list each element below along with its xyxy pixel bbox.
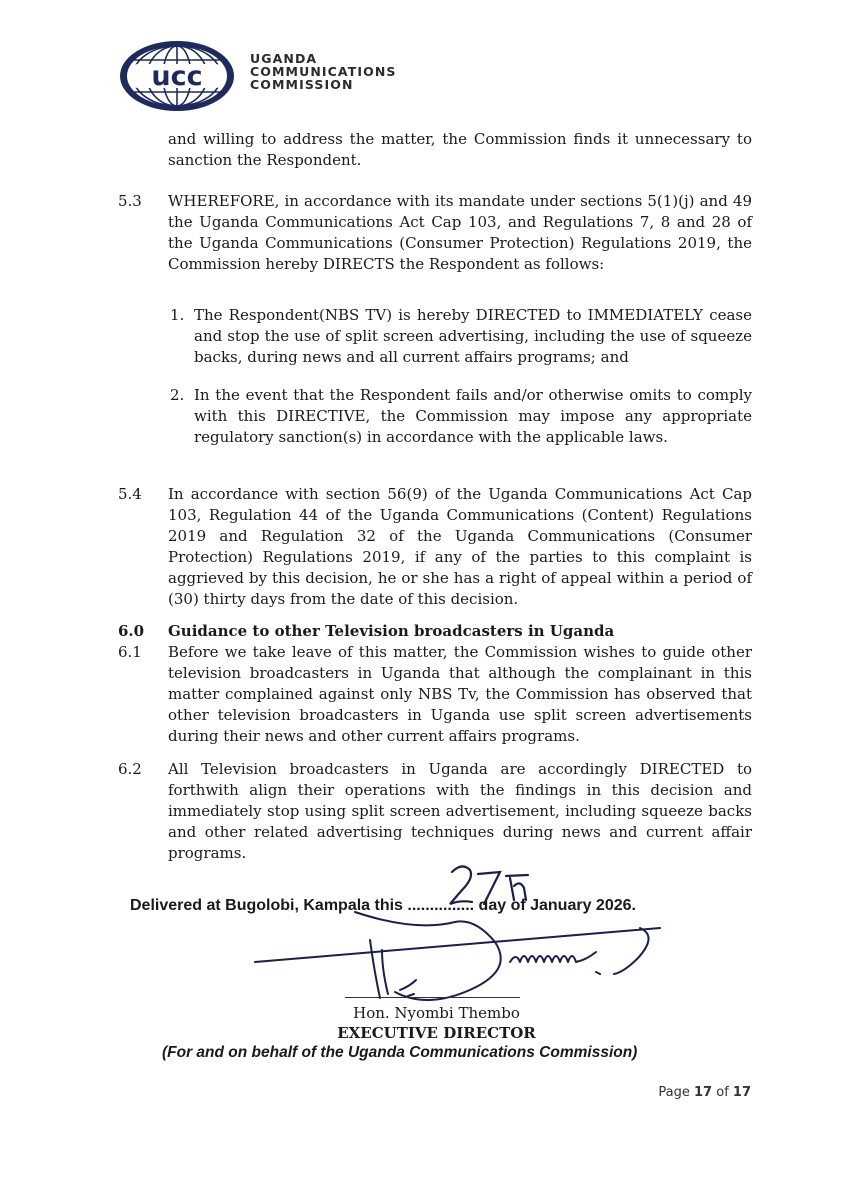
org-name-line3: COMMISSION xyxy=(250,77,354,92)
section-6-1-text: Before we take leave of this matter, the Commission wishes to guide other television broadcasters in Uganda that although the complainant in this matter complained against only NBS Tv, the Commission has observed that other television broadcasters in Uganda use split screen advertisements during their news and other current affairs programs. xyxy=(168,643,752,745)
delivery-suffix: day of January 2026. xyxy=(478,897,636,914)
section-6-0-heading: Guidance to other Television broadcasters in Uganda xyxy=(168,622,615,640)
signature-line xyxy=(345,997,520,998)
section-5-4-number: 5.4 xyxy=(118,485,142,503)
ucc-logo xyxy=(118,40,236,112)
organization-name xyxy=(250,52,397,91)
section-5-3-number: 5.3 xyxy=(118,192,142,210)
directive-item-1-number: 1. xyxy=(170,306,185,324)
delivery-day-dots: ............... xyxy=(407,897,475,914)
of-word: of xyxy=(716,1085,729,1100)
logo-text: ucc xyxy=(151,61,203,92)
section-6-2-number: 6.2 xyxy=(118,760,142,778)
section-5-4-text: In accordance with section 56(9) of the Uganda Communications Act Cap 103, Regulation 44 of the Uganda Communications (Content) Regulations 2019 and Regulation 32 of the Uganda Communications (Consumer Protection) Regulations 2019, if any of the parties to this complaint is aggrieved by this decision, he or she has a right of appeal within a period of (30) thirty days from the date of this decision. xyxy=(168,485,752,608)
page-word: Page xyxy=(658,1085,690,1100)
signatory-block xyxy=(0,1003,847,1043)
current-page: 17 xyxy=(694,1085,713,1100)
directive-item-2-text: In the event that the Respondent fails and/or otherwise omits to comply with this DIRECTIVE, the Commission may impose any appropriate regulatory sanction(s) in accordance with the applicable laws. xyxy=(194,386,752,446)
signatory-title: EXECUTIVE DIRECTOR xyxy=(337,1024,536,1042)
org-name-line1: UGANDA xyxy=(250,51,318,66)
section-5-3-text: WHEREFORE, in accordance with its mandate under sections 5(1)(j) and 49 the Uganda Communications Act Cap 103, and Regulations 7, 8 and 28 of the Uganda Communications (Consumer Protection) Regulations 2019, the Commission hereby DIRECTS the Respondent as follows: xyxy=(168,192,752,273)
continuation-paragraph: and willing to address the matter, the Commission finds it unnecessary to sanction the Respondent. xyxy=(168,130,752,169)
signatory-name: Hon. Nyombi Thembo xyxy=(353,1004,520,1022)
on-behalf-line: (For and on behalf of the Uganda Communications Commission) xyxy=(162,1044,638,1061)
section-6-1-number: 6.1 xyxy=(118,643,142,661)
total-pages: 17 xyxy=(732,1085,751,1100)
signature xyxy=(255,912,660,1000)
delivery-line xyxy=(130,897,750,915)
delivery-prefix: Delivered at Bugolobi, Kampala this xyxy=(130,897,403,914)
directive-item-1-text: The Respondent(NBS TV) is hereby DIRECTED to IMMEDIATELY cease and stop the use of split screen advertising, including the use of squeeze backs, during news and all current affairs programs; and xyxy=(194,306,752,366)
section-6-2-text: All Television broadcasters in Uganda are accordingly DIRECTED to forthwith align their operations with the findings in this decision and immediately stop using split screen advertisement, including squeeze backs and other related advertising techniques during news and current affair programs. xyxy=(168,760,752,862)
page-number xyxy=(658,1085,751,1100)
directive-item-2-number: 2. xyxy=(170,386,185,404)
org-name-line2: COMMUNICATIONS xyxy=(250,64,397,79)
section-6-0-number: 6.0 xyxy=(118,622,145,640)
